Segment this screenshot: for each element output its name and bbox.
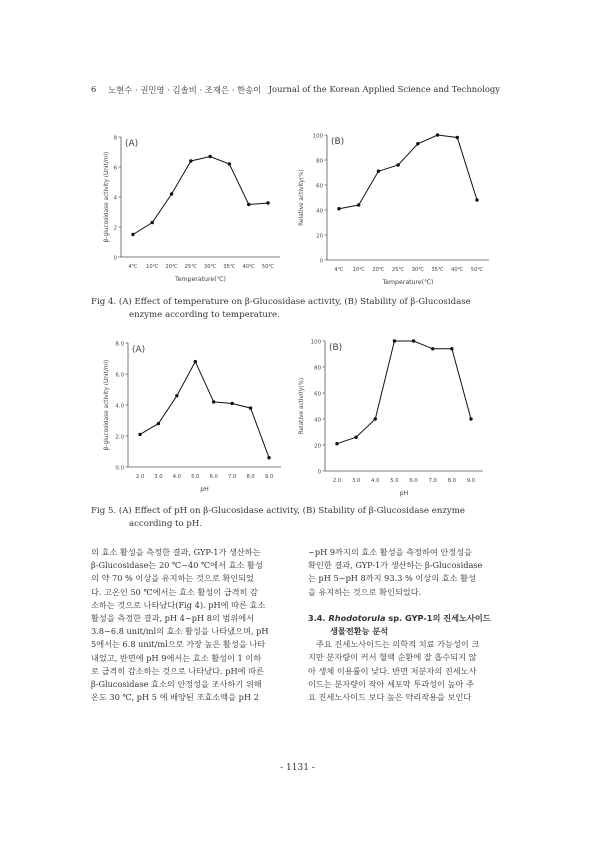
y-axis-label: Relative activity(%) [299, 377, 305, 435]
panel-label: (A) [132, 345, 146, 355]
x-tick-label: 8.0 [246, 474, 255, 480]
data-point [354, 436, 357, 439]
section-number: 3.4. [308, 612, 326, 623]
x-tick-label: 9.0 [264, 474, 274, 480]
panel-label: (B) [331, 137, 345, 147]
body-line: ~pH 9까지의 효소 활성을 측정하여 안정성을 [308, 547, 473, 557]
body-line: 내었고, 반면에 pH 9에서는 효소 활성이 1 이하 [91, 652, 262, 663]
y-tick-label: 6 [113, 165, 117, 172]
data-point [374, 417, 377, 420]
chart-fig5b [295, 333, 495, 503]
fig5-caption-line1: Fig 5. (A) Effect of pH on β-Glucosidase activity, (B) Stability of β-Glucosidase enzyme [91, 506, 465, 516]
x-tick-label: 35℃ [431, 267, 444, 273]
body-line: 지만 분자량이 커서 혈액 순환에 잘 흡수되지 않 [308, 652, 477, 663]
body-line: 온도 30 ℃, pH 5 에 배양된 조효소액을 pH 2 [91, 692, 259, 703]
data-point [469, 417, 472, 420]
x-tick-label: 40℃ [451, 267, 464, 273]
section-heading [308, 612, 512, 625]
data-point [266, 201, 269, 204]
panel-label: (A) [125, 139, 139, 149]
y-tick-label: 0 [319, 258, 323, 265]
x-axis-label: pH [399, 490, 409, 497]
body-line: 소하는 것으로 나타났다(Fig 4). pH에 따른 효소 [91, 599, 266, 610]
x-tick-label: 20℃ [165, 264, 178, 270]
data-point [357, 203, 360, 206]
y-tick-label: 60 [316, 183, 323, 190]
chart-fig4a [100, 125, 290, 295]
x-tick-label: 4.0 [172, 474, 181, 480]
body-line: 의 약 70 % 이상을 유지하는 것으로 확인되었 [91, 573, 254, 584]
y-tick-label: 80 [314, 365, 321, 372]
data-point [377, 170, 380, 173]
x-tick-label: 2.0 [135, 474, 145, 480]
x-tick-label: 2.0 [332, 478, 342, 484]
data-point [412, 339, 415, 342]
x-tick-label: 6.0 [209, 474, 218, 480]
section-title: sp. GYP-1의 진세노사이드 [388, 612, 491, 623]
x-tick-label: 20℃ [372, 267, 385, 273]
x-tick-label: 8.0 [447, 478, 456, 484]
data-point [170, 192, 173, 195]
y-tick-label: 100 [312, 133, 323, 140]
x-axis-label: Temperature(℃) [382, 279, 434, 286]
data-point [335, 442, 338, 445]
fig5-caption [91, 505, 511, 530]
y-tick-label: 40 [314, 417, 321, 424]
body-line: 요 진세노사이드 보다 높은 약리작용을 보인다 [308, 692, 472, 703]
data-point [431, 347, 434, 350]
fig5-caption-line2: according to pH. [129, 518, 203, 529]
data-point [337, 207, 340, 210]
data-point [228, 162, 231, 165]
y-tick-label: 2.0 [115, 434, 124, 441]
data-point [396, 163, 399, 166]
x-tick-label: 40℃ [242, 264, 255, 270]
data-point [230, 402, 233, 405]
data-point [450, 347, 453, 350]
x-tick-label: 30℃ [411, 267, 425, 273]
body-line: 3.8~6.8 unit/ml의 효소 활성을 나타냈으며, pH [91, 626, 269, 637]
data-point [157, 422, 160, 425]
body-right-column [308, 546, 512, 704]
chart-fig5a [100, 333, 290, 503]
body-line: β-Glucosidase는 20 ℃~40 ℃에서 효소 활성 [91, 560, 263, 571]
x-tick-label: 4℃ [128, 264, 138, 270]
x-tick-label: 4℃ [334, 267, 344, 273]
section-title-line2: 생물전환능 분석 [330, 626, 389, 637]
data-point [212, 400, 215, 403]
data-point [456, 136, 459, 139]
x-tick-label: 30℃ [203, 264, 217, 270]
page-footer: - 1131 - [280, 763, 315, 773]
x-tick-label: 3.0 [352, 478, 361, 484]
y-tick-label: 80 [316, 158, 323, 165]
y-tick-label: 4 [113, 195, 117, 202]
y-tick-label: 0 [317, 469, 321, 476]
fig4-caption [91, 296, 511, 321]
x-axis-label: pH [200, 486, 209, 493]
body-left-column [91, 546, 295, 704]
page-number-header: 6 [91, 84, 97, 94]
data-point [475, 198, 478, 201]
x-tick-label: 9.0 [466, 478, 476, 484]
data-point [151, 221, 154, 224]
body-line: 다. 고온인 50 ℃에서는 효소 활성이 급격히 감 [91, 586, 258, 597]
panel-label: (B) [329, 343, 343, 353]
running-authors: 노현수 · 권민영 · 김솔비 · 조재은 · 한송이 [108, 85, 262, 95]
data-point [208, 155, 211, 158]
y-tick-label: 100 [310, 339, 321, 346]
x-tick-label: 4.0 [371, 478, 380, 484]
y-tick-label: 2 [113, 225, 117, 232]
y-axis-label: Relative activity(%) [299, 169, 305, 226]
y-axis-label: β-glucosidase activity (Unit/ml) [104, 359, 110, 451]
data-point [393, 339, 396, 342]
x-tick-label: 10℃ [352, 267, 365, 273]
body-line: 의 효소 활성을 측정한 결과, GYP-1가 생산하는 [91, 547, 261, 557]
data-point [131, 233, 134, 236]
data-point [189, 159, 192, 162]
body-line: 는 pH 5~pH 8까지 93.3 % 이상의 효소 활성 [308, 573, 476, 584]
y-tick-label: 6.0 [115, 372, 124, 379]
y-axis-label: β-glucosidase activity (Unit/ml) [104, 151, 110, 243]
x-tick-label: 50℃ [261, 264, 275, 270]
body-line: 아 생체 이용률이 낮다. 반면 저분자의 진세노사 [308, 665, 477, 676]
y-tick-label: 20 [314, 443, 321, 450]
data-point [194, 360, 197, 363]
x-tick-label: 7.0 [428, 478, 437, 484]
body-line: 5에서는 6.8 unit/ml으로 가장 높은 활성을 나타 [91, 639, 266, 650]
body-line: 주요 진세노사이드는 의학적 치료 가능성이 크 [316, 639, 480, 650]
data-point [416, 142, 419, 145]
y-tick-label: 4.0 [115, 403, 124, 410]
fig4-caption-line2: enzyme according to temperature. [129, 309, 280, 320]
x-tick-label: 7.0 [228, 474, 237, 480]
x-tick-label: 35℃ [223, 264, 236, 270]
data-point [249, 406, 252, 409]
body-line: β-Glucosidase 효소의 안정성을 조사하기 위해 [91, 679, 262, 690]
fig4-caption-line1: Fig 4. (A) Effect of temperature on β-Glucosidase activity, (B) Stability of β-Glucosidase [91, 297, 471, 307]
series-line [140, 362, 269, 458]
journal-title: Journal of the Korean Applied Science and Technology [268, 84, 500, 94]
y-tick-label: 0 [113, 255, 117, 262]
x-tick-label: 5.0 [390, 478, 399, 484]
body-line: 활성을 측정한 결과, pH 4~pH 8의 범위에서 [91, 613, 255, 624]
body-line: 로 급격히 감소하는 것으로 나타났다. pH에 따른 [91, 665, 264, 676]
data-point [247, 203, 250, 206]
x-tick-label: 5.0 [191, 474, 200, 480]
body-line: 확인한 결과, GYP-1가 생산하는 β-Glucosidase [308, 560, 483, 571]
x-tick-label: 10℃ [146, 264, 159, 270]
x-tick-label: 3.0 [154, 474, 163, 480]
series-line [339, 135, 477, 209]
data-point [267, 456, 270, 459]
y-tick-label: 8 [113, 135, 117, 142]
series-line [337, 341, 471, 444]
y-tick-label: 20 [316, 233, 323, 240]
x-tick-label: 25℃ [391, 267, 405, 273]
y-tick-label: 0.0 [115, 465, 124, 472]
x-axis-label: Temperature(℃) [175, 276, 226, 283]
x-tick-label: 6.0 [409, 478, 418, 484]
body-line: 을 유지하는 것으로 확인되었다. [308, 586, 422, 597]
data-point [175, 394, 178, 397]
y-tick-label: 60 [314, 391, 321, 398]
y-tick-label: 8.0 [115, 341, 124, 348]
x-tick-label: 50℃ [470, 267, 484, 273]
chart-fig4b [295, 125, 495, 295]
section-species: Rhodotorula [328, 612, 386, 623]
y-tick-label: 40 [316, 208, 323, 215]
x-tick-label: 25℃ [184, 264, 198, 270]
body-line: 이드는 분자량이 작아 세포막 투과성이 높아 주 [308, 678, 474, 689]
data-point [436, 133, 439, 136]
data-point [138, 433, 141, 436]
